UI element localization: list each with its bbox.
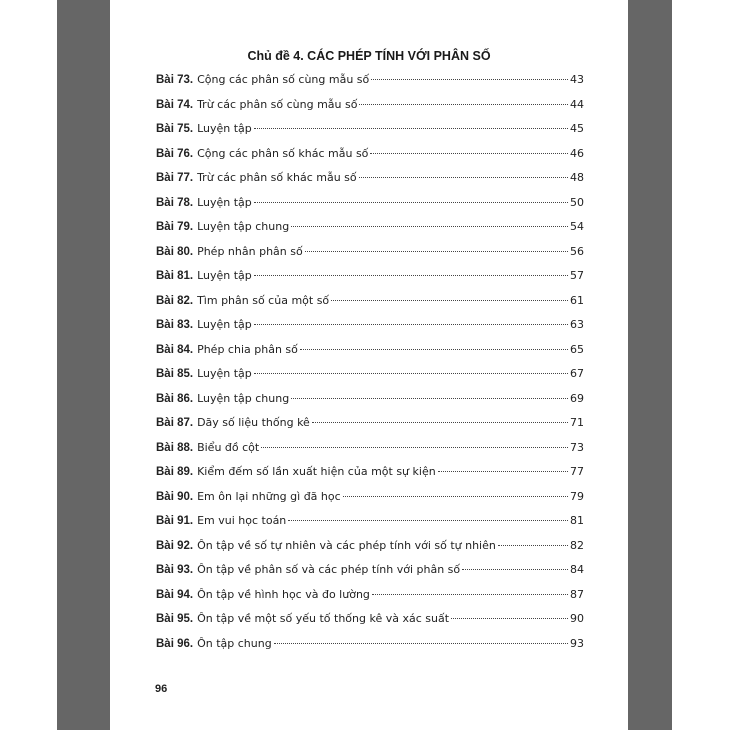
toc-entry xyxy=(156,220,584,245)
lesson-title: Ôn tập về hình học và đo lường xyxy=(197,587,370,601)
toc-entry xyxy=(156,171,584,196)
toc-entry xyxy=(156,367,584,392)
toc-entry xyxy=(156,98,584,123)
lesson-page: 56 xyxy=(570,244,584,258)
toc-entry xyxy=(156,269,584,294)
lesson-page: 90 xyxy=(570,612,584,625)
lesson-number: Bài 92. xyxy=(156,539,194,552)
lesson-number: Bài 86. xyxy=(156,392,194,405)
dot-leader xyxy=(359,104,568,105)
lesson-number: Bài 85. xyxy=(156,368,194,380)
lesson-page: 67 xyxy=(570,367,584,380)
lesson-title: Luyện tập xyxy=(197,195,252,209)
chapter-heading: Chủ đề 4. CÁC PHÉP TÍNH VỚI PHÂN SỐ xyxy=(247,49,491,63)
lesson-page: 50 xyxy=(570,195,584,209)
lesson-page: 45 xyxy=(570,122,584,135)
dot-leader xyxy=(359,177,568,178)
lesson-title: Tìm phân số của một số xyxy=(197,293,330,307)
toc-entry xyxy=(156,392,584,417)
lesson-page: 57 xyxy=(570,269,584,282)
dot-leader xyxy=(331,300,568,301)
lesson-page: 63 xyxy=(570,318,584,331)
toc-entry xyxy=(156,147,584,172)
lesson-title: Luyện tập chung xyxy=(197,391,290,405)
lesson-number: Bài 84. xyxy=(156,343,194,356)
lesson-title: Luyện tập chung xyxy=(197,220,290,233)
lesson-title: Biểu đồ cột xyxy=(197,440,260,454)
lesson-page: 43 xyxy=(570,73,584,86)
lesson-page: 82 xyxy=(570,538,584,552)
lesson-number: Bài 90. xyxy=(156,490,194,503)
lesson-page: 79 xyxy=(570,489,584,503)
page-number: 96 xyxy=(155,683,168,695)
lesson-page: 81 xyxy=(570,514,584,527)
toc-entry xyxy=(156,465,584,490)
lesson-page: 69 xyxy=(570,391,584,405)
table-of-contents xyxy=(156,73,584,661)
dot-leader xyxy=(254,324,568,325)
dot-leader xyxy=(261,447,568,448)
lesson-number: Bài 88. xyxy=(156,441,194,454)
lesson-title: Luyện tập xyxy=(197,122,252,135)
lesson-title: Kiểm đếm số lần xuất hiện của một sự kiện xyxy=(197,465,436,478)
dot-leader xyxy=(438,471,568,472)
toc-entry xyxy=(156,294,584,319)
lesson-number: Bài 94. xyxy=(156,588,194,601)
dot-leader xyxy=(305,251,568,252)
dot-leader xyxy=(254,202,568,203)
toc-entry xyxy=(156,196,584,221)
lesson-title: Cộng các phân số cùng mẫu số xyxy=(197,73,370,86)
lesson-title: Ôn tập về một số yếu tố thống kê và xác suất xyxy=(197,612,450,625)
dot-leader xyxy=(372,594,568,595)
toc-entry xyxy=(156,514,584,539)
dot-leader xyxy=(451,618,568,619)
toc-entry xyxy=(156,588,584,613)
dot-leader xyxy=(343,496,568,497)
lesson-title: Dãy số liệu thống kê xyxy=(197,416,310,429)
dot-leader xyxy=(254,275,568,276)
toc-entry xyxy=(156,539,584,564)
toc-entry xyxy=(156,73,584,98)
dot-leader xyxy=(371,79,568,80)
dot-leader xyxy=(312,422,568,423)
dot-leader xyxy=(291,226,568,227)
lesson-page: 44 xyxy=(570,97,584,111)
toc-entry xyxy=(156,343,584,368)
lesson-number: Bài 75. xyxy=(156,123,194,135)
toc-entry xyxy=(156,490,584,515)
dot-leader xyxy=(291,398,568,399)
lesson-title: Trừ các phân số cùng mẫu số xyxy=(197,97,358,111)
lesson-number: Bài 87. xyxy=(156,417,194,429)
lesson-page: 46 xyxy=(570,146,584,160)
toc-entry xyxy=(156,416,584,441)
dot-leader xyxy=(498,545,568,546)
lesson-title: Luyện tập xyxy=(197,367,252,380)
lesson-page: 54 xyxy=(570,220,584,233)
lesson-title: Phép nhân phân số xyxy=(197,244,303,258)
document-page xyxy=(110,0,628,730)
lesson-number: Bài 93. xyxy=(156,564,194,576)
toc-entry xyxy=(156,245,584,270)
toc-entry xyxy=(156,612,584,637)
dot-leader xyxy=(254,373,568,374)
lesson-number: Bài 79. xyxy=(156,221,194,233)
toc-entry xyxy=(156,637,584,662)
lesson-title: Cộng các phân số khác mẫu số xyxy=(197,146,369,160)
lesson-title: Ôn tập về số tự nhiên và các phép tính với số tự nhiên xyxy=(197,538,496,552)
lesson-number: Bài 73. xyxy=(156,74,194,86)
lesson-page: 71 xyxy=(570,416,584,429)
lesson-page: 77 xyxy=(570,465,584,478)
lesson-page: 65 xyxy=(570,342,584,356)
lesson-title: Em ôn lại những gì đã học xyxy=(197,489,341,503)
lesson-number: Bài 91. xyxy=(156,515,194,527)
lesson-title: Em vui học toán xyxy=(197,514,287,527)
lesson-number: Bài 96. xyxy=(156,637,194,650)
lesson-title: Luyện tập xyxy=(197,269,252,282)
lesson-page: 93 xyxy=(570,636,584,650)
lesson-number: Bài 89. xyxy=(156,466,194,478)
dot-leader xyxy=(370,153,568,154)
lesson-title: Luyện tập xyxy=(197,318,252,331)
lesson-number: Bài 80. xyxy=(156,245,194,258)
toc-entry xyxy=(156,563,584,588)
dot-leader xyxy=(288,520,568,521)
lesson-page: 61 xyxy=(570,293,584,307)
lesson-number: Bài 83. xyxy=(156,319,194,331)
lesson-number: Bài 76. xyxy=(156,147,194,160)
lesson-number: Bài 82. xyxy=(156,294,194,307)
lesson-number: Bài 81. xyxy=(156,270,194,282)
dot-leader xyxy=(254,128,568,129)
lesson-title: Trừ các phân số khác mẫu số xyxy=(197,171,357,184)
dot-leader xyxy=(462,569,568,570)
lesson-number: Bài 95. xyxy=(156,613,194,625)
lesson-title: Ôn tập chung xyxy=(197,636,272,650)
lesson-number: Bài 77. xyxy=(156,172,194,184)
lesson-number: Bài 78. xyxy=(156,196,194,209)
lesson-page: 48 xyxy=(570,171,584,184)
lesson-title: Ôn tập về phân số và các phép tính với phân số xyxy=(197,563,461,576)
dot-leader xyxy=(300,349,568,350)
dot-leader xyxy=(274,643,568,644)
lesson-page: 73 xyxy=(570,440,584,454)
toc-entry xyxy=(156,122,584,147)
toc-entry xyxy=(156,441,584,466)
lesson-number: Bài 74. xyxy=(156,98,194,111)
lesson-title: Phép chia phân số xyxy=(197,342,298,356)
lesson-page: 87 xyxy=(570,587,584,601)
toc-entry xyxy=(156,318,584,343)
lesson-page: 84 xyxy=(570,563,584,576)
